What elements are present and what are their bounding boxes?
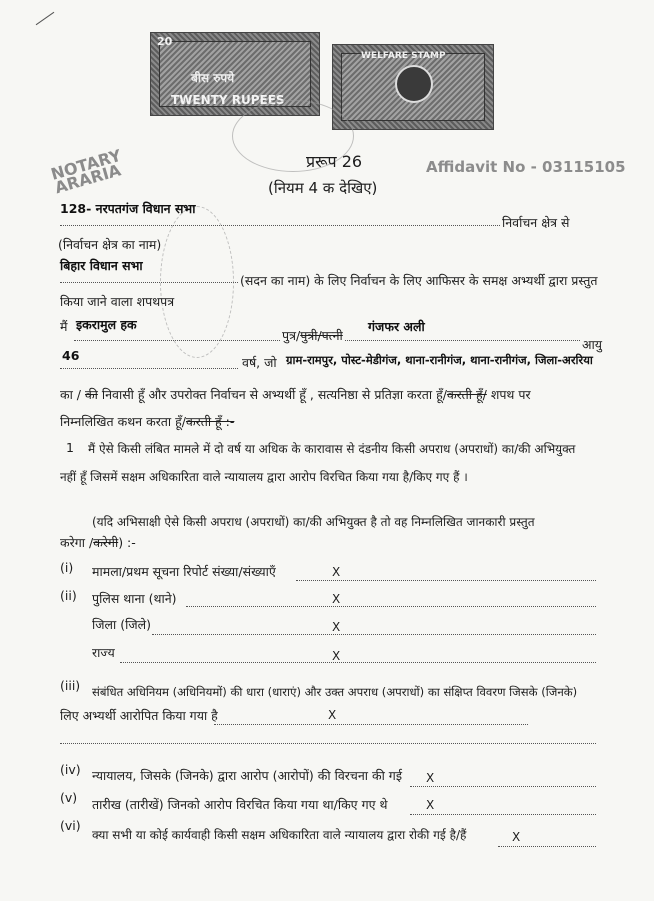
- item-value: X: [332, 620, 341, 634]
- father-name: गंजफर अली: [368, 319, 425, 334]
- resident-ki-struck: की: [85, 387, 98, 402]
- item-dotted-line: [296, 580, 596, 581]
- residence-label: वर्ष, जो: [242, 355, 277, 370]
- welfare-stamp: [332, 44, 494, 130]
- item-value: X: [332, 565, 341, 579]
- emblem-icon: [395, 65, 433, 103]
- item-dotted-line: [410, 814, 596, 815]
- para2-kar: करेगा /: [60, 535, 94, 550]
- relation-label: [282, 327, 343, 344]
- item-number: (i): [60, 560, 74, 575]
- stamp-value: 20: [157, 35, 173, 48]
- item-dotted-line: [410, 786, 596, 787]
- item-number: (iv): [60, 762, 81, 777]
- para2-line2: [60, 534, 136, 551]
- item-dotted-line: [214, 724, 528, 725]
- item-label: मामला/प्रथम सूचना रिपोर्ट संख्या/संख्याएँ: [92, 564, 276, 579]
- constituency-dotted-line: [60, 225, 500, 226]
- constituency-hint: (निर्वाचन क्षेत्र का नाम): [58, 237, 162, 252]
- statement-text: निम्नलिखित कथन करता हूँ/: [60, 414, 186, 429]
- item-dotted-line: [120, 662, 596, 663]
- item-label: राज्य: [92, 645, 115, 660]
- para1-line2: नहीं हूँ जिसमें सक्षम अधिकारिता वाले न्यायालय द्वारा आरोप विरचित किया गया है/किए गए हैं ।: [60, 470, 468, 484]
- statement-line: [60, 413, 234, 430]
- name-prefix: मैं: [60, 319, 68, 334]
- house-value: बिहार विधान सभा: [60, 258, 143, 273]
- resident-line: [60, 386, 531, 403]
- relation-son: पुत्र/: [282, 328, 301, 343]
- item-label: संबंधित अधिनियम (अधिनियमों) की धारा (धाराएं) और उक्त अपराध (अपराधों) का संक्षिप्त विवरण जिसके (जिनके): [92, 685, 578, 699]
- age-dotted-line: [60, 368, 238, 369]
- item-label: तारीख (तारीखें) जिनको आरोप विरचित किया गया था/किए गए थे: [92, 797, 388, 812]
- item-dotted-line: [186, 606, 596, 607]
- item-label: जिला (जिले): [92, 617, 151, 632]
- resident-ka: का /: [60, 387, 82, 402]
- constituency-value: 128- नरपतगंज विधान सभा: [60, 201, 196, 216]
- resident-karti-struck: करती हूँ/: [446, 387, 487, 402]
- resident-text: निवासी हूँ और उपरोक्त निर्वाचन से अभ्यर्थी हूँ , सत्यनिष्ठा से प्रतिज्ञा करता हूँ/: [101, 387, 447, 402]
- age-label: आयु: [582, 337, 603, 352]
- rule-reference: (नियम 4 क देखिए): [268, 179, 378, 197]
- para1-line1: मैं ऐसे किसी लंबित मामले में दो वर्ष या अधिक के कारावास से दंडनीय किसी अपराध (अपराधों) का/की अभियुक्त: [88, 442, 576, 456]
- para2-end: ) :-: [118, 535, 136, 550]
- form-title: प्ररूप 26: [306, 152, 363, 171]
- item-label: पुलिस थाना (थाने): [92, 591, 177, 606]
- item-dotted-line: [152, 634, 596, 635]
- item-value: X: [426, 798, 435, 812]
- notary-stamp: NOTARY ARARIA: [48, 145, 124, 198]
- resident-oath: शपथ पर: [490, 387, 531, 402]
- item-value: X: [512, 830, 521, 844]
- item-number: (ii): [60, 588, 77, 603]
- statement-struck: करती हूँ :-: [186, 414, 235, 429]
- corner-pen-mark: [36, 12, 55, 25]
- item-value: X: [328, 708, 337, 722]
- affidavit-intro: किया जाने वाला शपथपत्र: [60, 294, 175, 309]
- candidate-name: इकरामुल हक: [76, 317, 137, 332]
- item-dotted-line-extra: [60, 743, 596, 744]
- stamp-english-label: TWENTY RUPEES: [171, 93, 285, 107]
- para1-number: 1: [66, 440, 74, 455]
- relation-struck: पुत्री/पत्नी: [300, 328, 343, 343]
- item-value: X: [426, 771, 435, 785]
- house-text: (सदन का नाम) के लिए निर्वाचन के लिए आफिसर के समक्ष अभ्यर्थी द्वारा प्रस्तुत: [240, 273, 598, 288]
- item-dotted-line: [498, 846, 596, 847]
- item-number: (iii): [60, 678, 81, 693]
- item-value: X: [332, 649, 341, 663]
- item-number: (v): [60, 790, 78, 805]
- item-label-2: लिए अभ्यर्थी आरोपित किया गया है: [60, 708, 218, 723]
- affidavit-number: Affidavit No - 03115105: [426, 158, 626, 176]
- para2-struck: करेगी: [93, 535, 119, 550]
- item-label: न्यायालय, जिसके (जिनके) द्वारा आरोप (आरोपों) की विरचना की गई: [92, 768, 402, 783]
- father-dotted-line: [345, 340, 580, 341]
- welfare-stamp-label: WELFARE STAMP: [361, 51, 446, 61]
- item-value: X: [332, 592, 341, 606]
- para2-line1: (यदि अभिसाक्षी ऐसे किसी अपराध (अपराधों) का/की अभियुक्त है तो वह निम्नलिखित जानकारी प्रस्तुत: [92, 515, 535, 529]
- constituency-label: निर्वाचन क्षेत्र से: [502, 215, 570, 230]
- item-number: (vi): [60, 818, 81, 833]
- stamp-hindi-label: बीस रुपये: [191, 71, 235, 85]
- address-value: ग्राम-रामपुर, पोस्ट-मेडीगंज, थाना-रानीगंज, थाना-रानीगंज, जिला-अररिया: [286, 353, 593, 367]
- house-dotted-line: [60, 282, 238, 283]
- age-value: 46: [62, 348, 80, 363]
- item-label: क्या सभी या कोई कार्यवाही किसी सक्षम अधिकारिता वाले न्यायालय द्वारा रोकी गई है/हैं: [92, 828, 467, 842]
- name-dotted-line: [74, 340, 280, 341]
